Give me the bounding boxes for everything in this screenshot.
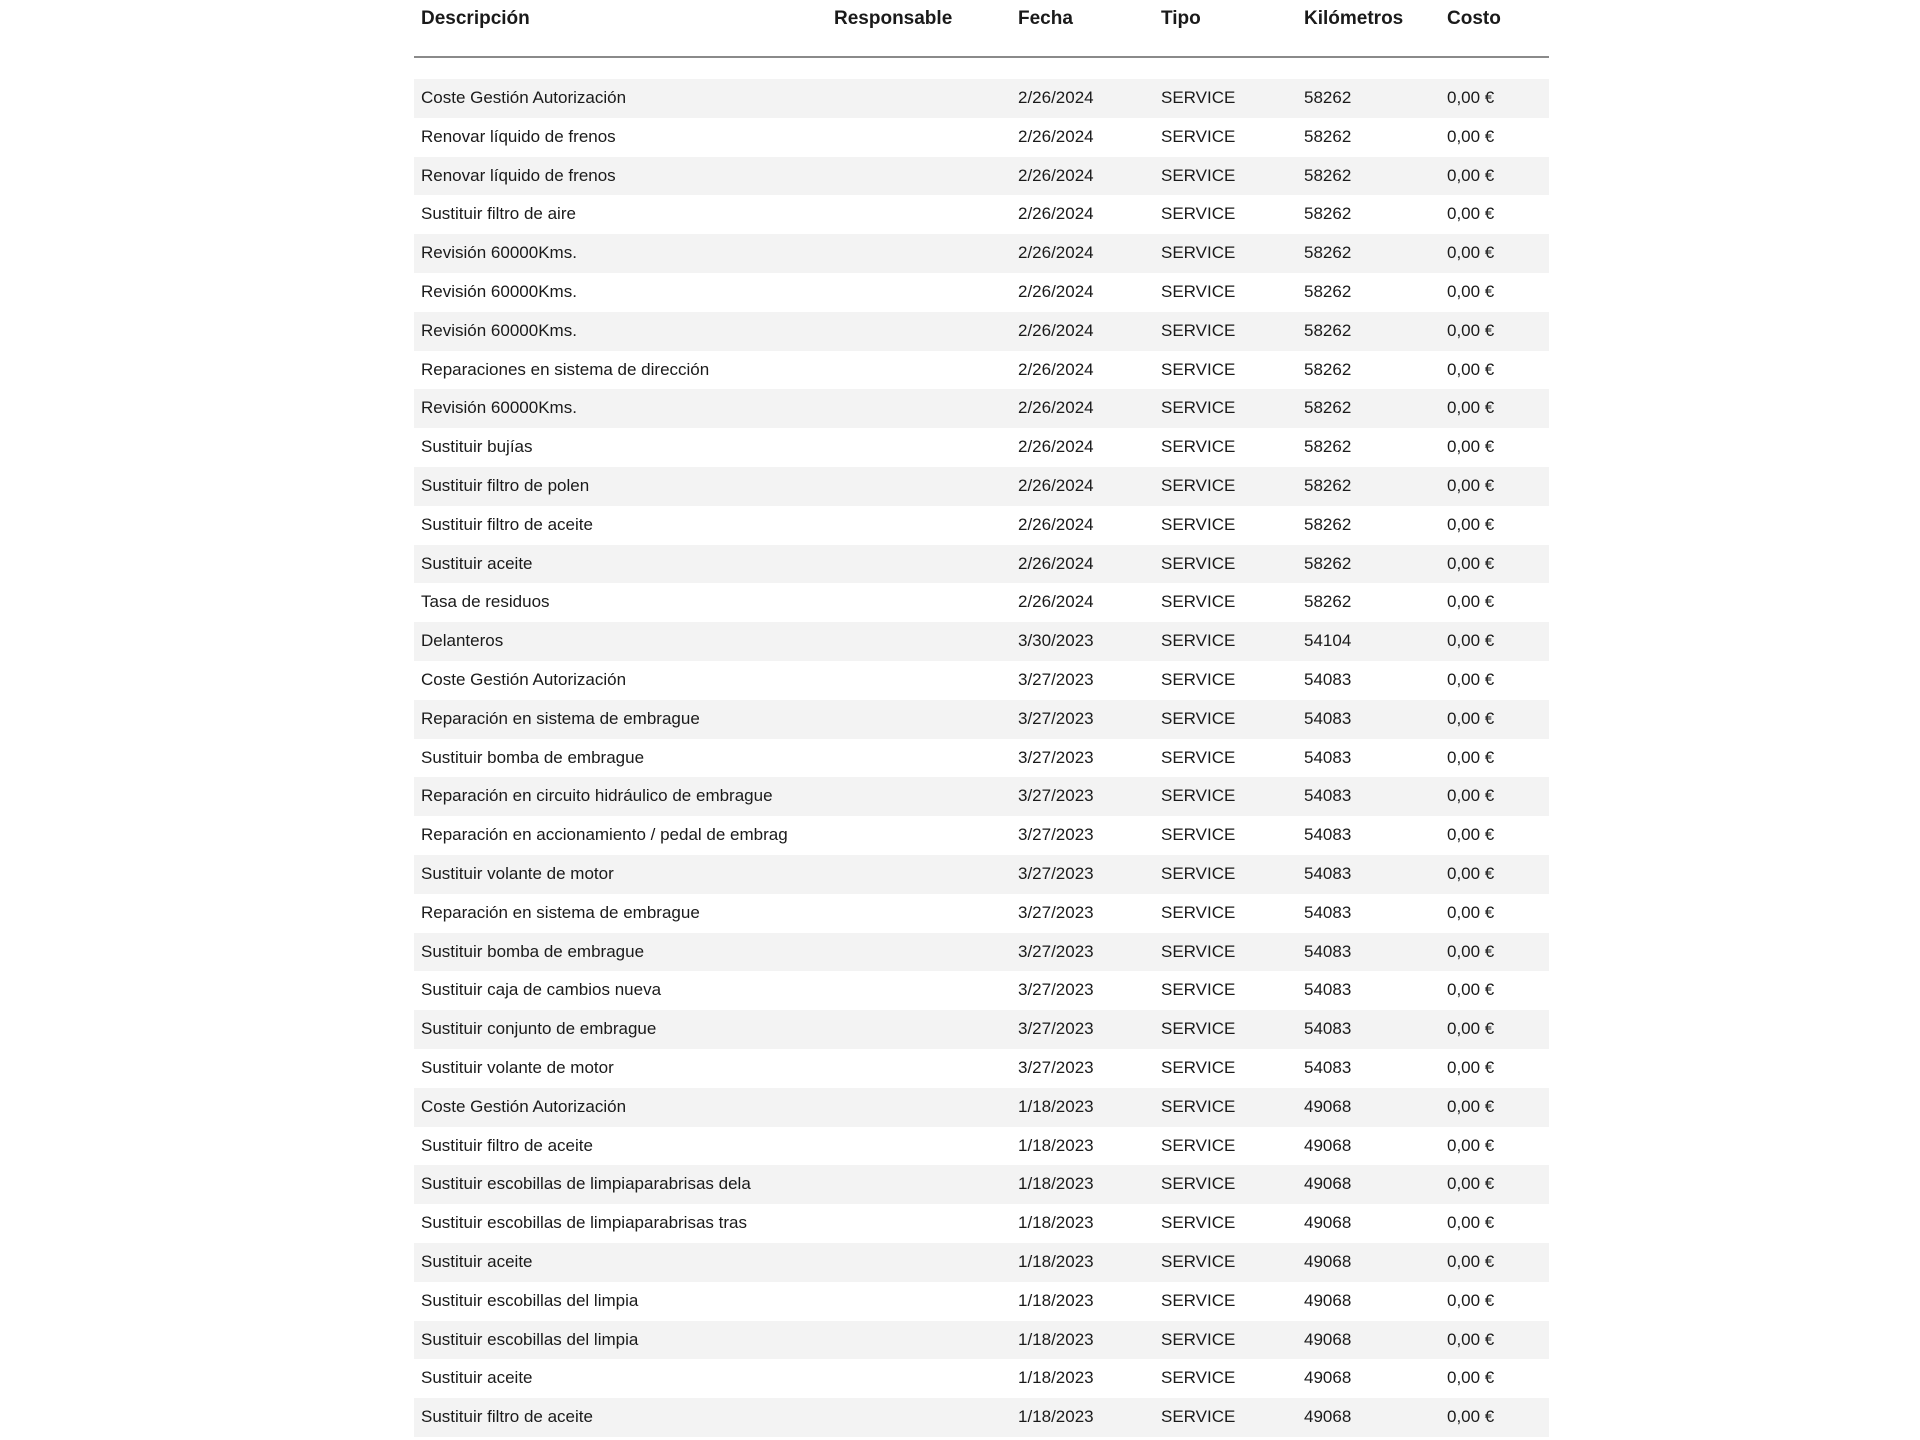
cell-kilometros: 49068 xyxy=(1304,1368,1352,1388)
cell-kilometros: 49068 xyxy=(1304,1251,1352,1271)
cell-kilometros: 58262 xyxy=(1304,88,1352,107)
table-row xyxy=(414,739,1549,778)
cell-costo: 0,00 € xyxy=(1447,631,1495,651)
cell-costo: 0,00 € xyxy=(1447,747,1495,767)
table-row xyxy=(414,661,1549,700)
cell-costo: 0,00 € xyxy=(1447,1135,1495,1155)
table-row xyxy=(414,777,1549,816)
table-row xyxy=(414,855,1549,894)
cell-descripcion: Sustituir filtro de aceite xyxy=(421,1407,593,1427)
cell-kilometros: 58262 xyxy=(1304,437,1352,457)
cell-descripcion: Revisión 60000Kms. xyxy=(421,398,577,418)
table-row xyxy=(414,1165,1549,1204)
cell-descripcion: Tasa de residuos xyxy=(421,592,550,612)
cell-fecha: 3/27/2023 xyxy=(1018,825,1094,845)
cell-kilometros: 49068 xyxy=(1304,1407,1352,1427)
cell-fecha: 3/27/2023 xyxy=(1018,902,1094,922)
cell-kilometros: 54083 xyxy=(1304,1019,1352,1039)
cell-fecha: 3/27/2023 xyxy=(1018,980,1094,1000)
cell-fecha: 1/18/2023 xyxy=(1018,1135,1094,1155)
cell-fecha: 2/26/2024 xyxy=(1018,437,1094,457)
table-row xyxy=(414,351,1549,390)
cell-fecha: 2/26/2024 xyxy=(1018,165,1094,185)
table-row xyxy=(414,118,1549,157)
cell-descripcion: Sustituir escobillas de limpiaparabrisas tras xyxy=(421,1213,747,1233)
cell-descripcion: Renovar líquido de frenos xyxy=(421,165,616,185)
table-row xyxy=(414,1243,1549,1282)
cell-kilometros: 58262 xyxy=(1304,281,1352,301)
cell-fecha: 2/26/2024 xyxy=(1018,204,1094,224)
table-row xyxy=(414,700,1549,739)
table-row xyxy=(414,1398,1549,1437)
cell-kilometros: 49068 xyxy=(1304,1135,1352,1155)
cell-costo: 0,00 € xyxy=(1447,126,1495,146)
cell-kilometros: 58262 xyxy=(1304,165,1352,185)
header-spacer xyxy=(414,58,1549,79)
cell-tipo: SERVICE xyxy=(1161,281,1236,301)
cell-fecha: 1/18/2023 xyxy=(1018,1407,1094,1427)
cell-kilometros: 49068 xyxy=(1304,1096,1352,1116)
cell-kilometros: 58262 xyxy=(1304,475,1352,495)
table-body xyxy=(414,79,1549,1437)
cell-tipo: SERVICE xyxy=(1161,1057,1236,1077)
cell-kilometros: 58262 xyxy=(1304,359,1352,379)
cell-kilometros: 49068 xyxy=(1304,1174,1352,1194)
table-row xyxy=(414,1010,1549,1049)
cell-costo: 0,00 € xyxy=(1447,281,1495,301)
cell-costo: 0,00 € xyxy=(1447,514,1495,534)
cell-descripcion: Revisión 60000Kms. xyxy=(421,320,577,340)
cell-costo: 0,00 € xyxy=(1447,980,1495,1000)
table-row xyxy=(414,79,1549,118)
cell-descripcion: Sustituir escobillas de limpiaparabrisas dela xyxy=(421,1174,751,1194)
cell-fecha: 3/27/2023 xyxy=(1018,863,1094,883)
cell-tipo: SERVICE xyxy=(1161,475,1236,495)
cell-costo: 0,00 € xyxy=(1447,1290,1495,1310)
cell-descripcion: Coste Gestión Autorización xyxy=(421,88,627,107)
cell-fecha: 2/26/2024 xyxy=(1018,320,1094,340)
table-row xyxy=(414,234,1549,273)
cell-tipo: SERVICE xyxy=(1161,320,1236,340)
cell-kilometros: 58262 xyxy=(1304,243,1352,263)
cell-fecha: 2/26/2024 xyxy=(1018,243,1094,263)
cell-costo: 0,00 € xyxy=(1447,1368,1495,1388)
table-row xyxy=(414,1049,1549,1088)
cell-tipo: SERVICE xyxy=(1161,941,1236,961)
cell-costo: 0,00 € xyxy=(1447,902,1495,922)
cell-fecha: 3/27/2023 xyxy=(1018,1019,1094,1039)
cell-costo: 0,00 € xyxy=(1447,669,1495,689)
cell-tipo: SERVICE xyxy=(1161,708,1236,728)
cell-tipo: SERVICE xyxy=(1161,825,1236,845)
cell-descripcion: Revisión 60000Kms. xyxy=(421,281,577,301)
table-row xyxy=(414,971,1549,1010)
table-row xyxy=(414,622,1549,661)
cell-kilometros: 54083 xyxy=(1304,747,1352,767)
cell-tipo: SERVICE xyxy=(1161,786,1236,806)
cell-fecha: 2/26/2024 xyxy=(1018,398,1094,418)
table-row xyxy=(414,312,1549,351)
cell-fecha: 3/27/2023 xyxy=(1018,747,1094,767)
cell-descripcion: Sustituir filtro de aire xyxy=(421,204,576,224)
cell-costo: 0,00 € xyxy=(1447,165,1495,185)
cell-descripcion: Sustituir caja de cambios nueva xyxy=(421,980,662,1000)
cell-fecha: 3/27/2023 xyxy=(1018,669,1094,689)
table-row xyxy=(414,428,1549,467)
cell-kilometros: 58262 xyxy=(1304,398,1352,418)
cell-kilometros: 54083 xyxy=(1304,786,1352,806)
cell-descripcion: Sustituir aceite xyxy=(421,1368,533,1388)
cell-fecha: 1/18/2023 xyxy=(1018,1368,1094,1388)
cell-tipo: SERVICE xyxy=(1161,1213,1236,1233)
cell-kilometros: 58262 xyxy=(1304,320,1352,340)
cell-costo: 0,00 € xyxy=(1447,398,1495,418)
cell-descripcion: Reparación en sistema de embrague xyxy=(421,708,700,728)
cell-costo: 0,00 € xyxy=(1447,1329,1495,1349)
cell-descripcion: Reparaciones en sistema de dirección xyxy=(421,359,710,379)
cell-fecha: 1/18/2023 xyxy=(1018,1251,1094,1271)
cell-tipo: SERVICE xyxy=(1161,1174,1236,1194)
cell-tipo: SERVICE xyxy=(1161,1019,1236,1039)
cell-fecha: 2/26/2024 xyxy=(1018,553,1094,573)
table-row xyxy=(414,894,1549,933)
cell-fecha: 3/27/2023 xyxy=(1018,786,1094,806)
cell-kilometros: 58262 xyxy=(1304,126,1352,146)
maintenance-table xyxy=(414,0,1549,1437)
cell-descripcion: Sustituir escobillas del limpia xyxy=(421,1329,639,1349)
cell-descripcion: Sustituir filtro de aceite xyxy=(421,1135,593,1155)
table-row xyxy=(414,1127,1549,1166)
cell-fecha: 3/30/2023 xyxy=(1018,631,1094,651)
cell-tipo: SERVICE xyxy=(1161,902,1236,922)
cell-tipo: SERVICE xyxy=(1161,669,1236,689)
cell-fecha: 1/18/2023 xyxy=(1018,1290,1094,1310)
cell-kilometros: 54083 xyxy=(1304,902,1352,922)
table-row xyxy=(414,467,1549,506)
cell-costo: 0,00 € xyxy=(1447,592,1495,612)
cell-tipo: SERVICE xyxy=(1161,553,1236,573)
cell-costo: 0,00 € xyxy=(1447,1174,1495,1194)
cell-costo: 0,00 € xyxy=(1447,243,1495,263)
cell-kilometros: 54083 xyxy=(1304,1057,1352,1077)
table-row xyxy=(414,1359,1549,1398)
cell-kilometros: 49068 xyxy=(1304,1290,1352,1310)
table-row xyxy=(414,157,1549,196)
cell-tipo: SERVICE xyxy=(1161,437,1236,457)
cell-tipo: SERVICE xyxy=(1161,514,1236,534)
table-header xyxy=(414,0,1549,58)
cell-kilometros: 58262 xyxy=(1304,553,1352,573)
cell-costo: 0,00 € xyxy=(1447,1057,1495,1077)
cell-tipo: SERVICE xyxy=(1161,243,1236,263)
table-row xyxy=(414,816,1549,855)
table-row xyxy=(414,389,1549,428)
cell-fecha: 2/26/2024 xyxy=(1018,514,1094,534)
table-row xyxy=(414,1204,1549,1243)
cell-tipo: SERVICE xyxy=(1161,398,1236,418)
cell-costo: 0,00 € xyxy=(1447,1213,1495,1233)
cell-kilometros: 49068 xyxy=(1304,1329,1352,1349)
cell-costo: 0,00 € xyxy=(1447,825,1495,845)
cell-kilometros: 58262 xyxy=(1304,514,1352,534)
cell-descripcion: Sustituir volante de motor xyxy=(421,863,614,883)
cell-fecha: 1/18/2023 xyxy=(1018,1329,1094,1349)
cell-descripcion: Sustituir aceite xyxy=(421,553,533,573)
cell-descripcion: Sustituir aceite xyxy=(421,1251,533,1271)
cell-costo: 0,00 € xyxy=(1447,941,1495,961)
cell-kilometros: 54083 xyxy=(1304,863,1352,883)
cell-fecha: 2/26/2024 xyxy=(1018,281,1094,301)
cell-costo: 0,00 € xyxy=(1447,1251,1495,1271)
cell-costo: 0,00 € xyxy=(1447,475,1495,495)
cell-descripcion: Delanteros xyxy=(421,631,504,651)
cell-descripcion: Coste Gestión Autorización xyxy=(421,669,627,689)
cell-costo: 0,00 € xyxy=(1447,88,1495,107)
cell-kilometros: 54083 xyxy=(1304,941,1352,961)
cell-costo: 0,00 € xyxy=(1447,553,1495,573)
cell-descripcion: Sustituir conjunto de embrague xyxy=(421,1019,657,1039)
cell-tipo: SERVICE xyxy=(1161,1135,1236,1155)
cell-descripcion: Sustituir bujías xyxy=(421,437,533,457)
cell-descripcion: Reparación en circuito hidráulico de embrague xyxy=(421,786,773,806)
cell-kilometros: 54083 xyxy=(1304,669,1352,689)
cell-costo: 0,00 € xyxy=(1447,1019,1495,1039)
cell-tipo: SERVICE xyxy=(1161,1329,1236,1349)
table-row xyxy=(414,506,1549,545)
cell-costo: 0,00 € xyxy=(1447,786,1495,806)
cell-fecha: 2/26/2024 xyxy=(1018,592,1094,612)
cell-fecha: 3/27/2023 xyxy=(1018,941,1094,961)
cell-fecha: 2/26/2024 xyxy=(1018,126,1094,146)
cell-descripcion: Revisión 60000Kms. xyxy=(421,243,577,263)
cell-tipo: SERVICE xyxy=(1161,1368,1236,1388)
header-fecha: Fecha xyxy=(1018,8,1073,29)
cell-fecha: 1/18/2023 xyxy=(1018,1096,1094,1116)
cell-costo: 0,00 € xyxy=(1447,1096,1495,1116)
table-row xyxy=(414,545,1549,584)
cell-descripcion: Reparación en sistema de embrague xyxy=(421,902,700,922)
cell-fecha: 1/18/2023 xyxy=(1018,1174,1094,1194)
cell-descripcion: Reparación en accionamiento / pedal de embrag xyxy=(421,825,788,845)
cell-kilometros: 58262 xyxy=(1304,204,1352,224)
table-row xyxy=(414,1282,1549,1321)
cell-tipo: SERVICE xyxy=(1161,1407,1236,1427)
cell-tipo: SERVICE xyxy=(1161,1290,1236,1310)
header-responsable: Responsable xyxy=(834,8,953,29)
header-kilometros: Kilómetros xyxy=(1304,8,1404,29)
cell-tipo: SERVICE xyxy=(1161,1251,1236,1271)
cell-tipo: SERVICE xyxy=(1161,747,1236,767)
table-row xyxy=(414,583,1549,622)
cell-kilometros: 54083 xyxy=(1304,980,1352,1000)
table-row xyxy=(414,933,1549,972)
cell-fecha: 2/26/2024 xyxy=(1018,88,1094,107)
cell-descripcion: Sustituir bomba de embrague xyxy=(421,941,645,961)
cell-fecha: 3/27/2023 xyxy=(1018,1057,1094,1077)
cell-descripcion: Sustituir bomba de embrague xyxy=(421,747,645,767)
cell-fecha: 1/18/2023 xyxy=(1018,1213,1094,1233)
table-row xyxy=(414,195,1549,234)
cell-tipo: SERVICE xyxy=(1161,88,1236,107)
cell-descripcion: Sustituir volante de motor xyxy=(421,1057,614,1077)
cell-costo: 0,00 € xyxy=(1447,204,1495,224)
cell-kilometros: 49068 xyxy=(1304,1213,1352,1233)
header-descripcion: Descripción xyxy=(421,8,530,29)
cell-tipo: SERVICE xyxy=(1161,592,1236,612)
cell-tipo: SERVICE xyxy=(1161,980,1236,1000)
cell-tipo: SERVICE xyxy=(1161,359,1236,379)
cell-costo: 0,00 € xyxy=(1447,708,1495,728)
table-row xyxy=(414,1088,1549,1127)
header-tipo: Tipo xyxy=(1161,8,1201,29)
table-row xyxy=(414,273,1549,312)
cell-costo: 0,00 € xyxy=(1447,1407,1495,1427)
cell-fecha: 3/27/2023 xyxy=(1018,708,1094,728)
cell-tipo: SERVICE xyxy=(1161,204,1236,224)
cell-tipo: SERVICE xyxy=(1161,863,1236,883)
header-costo: Costo xyxy=(1447,8,1501,29)
table-row xyxy=(414,1321,1549,1360)
cell-tipo: SERVICE xyxy=(1161,165,1236,185)
cell-costo: 0,00 € xyxy=(1447,320,1495,340)
cell-tipo: SERVICE xyxy=(1161,126,1236,146)
cell-kilometros: 54104 xyxy=(1304,631,1352,651)
cell-fecha: 2/26/2024 xyxy=(1018,475,1094,495)
cell-costo: 0,00 € xyxy=(1447,359,1495,379)
cell-tipo: SERVICE xyxy=(1161,1096,1236,1116)
cell-kilometros: 54083 xyxy=(1304,708,1352,728)
cell-kilometros: 58262 xyxy=(1304,592,1352,612)
cell-costo: 0,00 € xyxy=(1447,437,1495,457)
cell-kilometros: 54083 xyxy=(1304,825,1352,845)
cell-descripcion: Renovar líquido de frenos xyxy=(421,126,616,146)
cell-descripcion: Sustituir filtro de polen xyxy=(421,475,590,495)
cell-costo: 0,00 € xyxy=(1447,863,1495,883)
cell-fecha: 2/26/2024 xyxy=(1018,359,1094,379)
cell-descripcion: Sustituir escobillas del limpia xyxy=(421,1290,639,1310)
cell-descripcion: Coste Gestión Autorización xyxy=(421,1096,627,1116)
cell-descripcion: Sustituir filtro de aceite xyxy=(421,514,593,534)
cell-tipo: SERVICE xyxy=(1161,631,1236,651)
